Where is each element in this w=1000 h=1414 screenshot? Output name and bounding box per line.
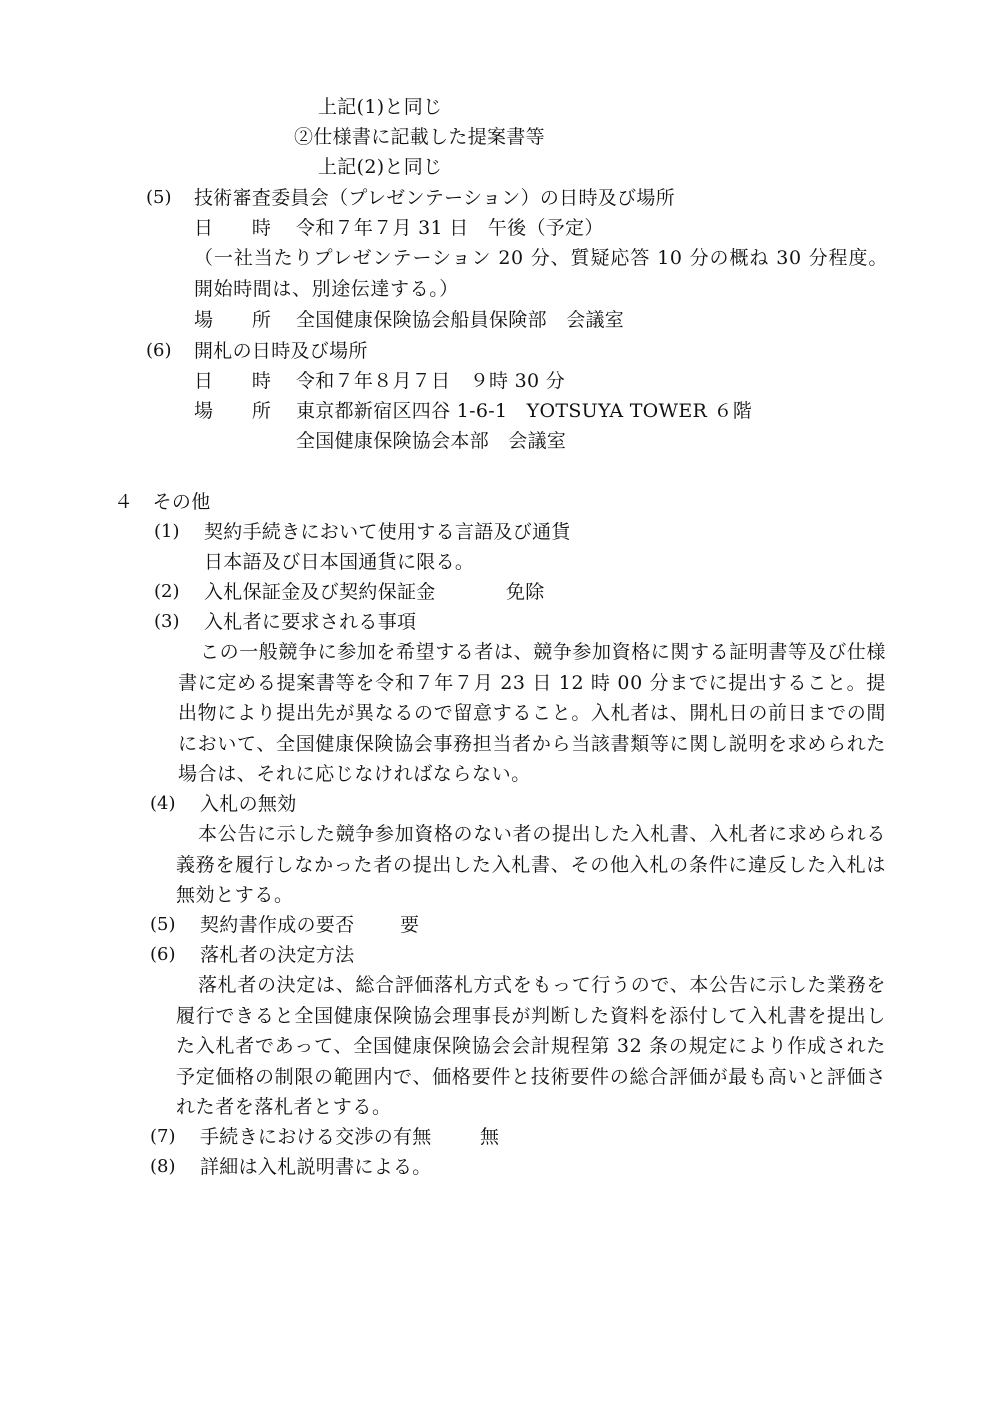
item-title: 契約書作成の要否 (200, 914, 355, 936)
proposal-docs-item: ②仕様書に記載した提案書等 (294, 126, 545, 148)
place-value-line2: 全国健康保険協会本部 会議室 (296, 430, 567, 452)
same-as-2-text: 上記(2)と同じ (318, 156, 443, 178)
presentation-note: （一社当たりプレゼンテーション 20 分、質疑応答 10 分の概ね 30 分程度。開始時間は、別途伝達する。） (194, 247, 888, 300)
item-title: 詳細は入札説明書による。 (200, 1156, 432, 1178)
date-value: 令和７年８月７日 ９時 30 分 (296, 370, 566, 392)
item-number: (6) (146, 340, 172, 361)
item-title: 入札保証金及び契約保証金 (204, 581, 436, 603)
item-body: 日本語及び日本国通貨に限る。 (204, 551, 475, 573)
place-value: 全国健康保険協会船員保険部 会議室 (296, 309, 625, 331)
item-body: 落札者の決定は、総合評価落札方式をもって行うので、本公告に示した業務を履行できると全国健康保険協会理事長が判断した資料を添付して入札書を提出した入札者であって、全国健康保険協会会計規程第 32 条の規定により作成された予定価格の制限の範囲内で、価格要件と技術要件の総合評価が最も高いと評価された者を落札者とする。 (176, 974, 886, 1118)
item-number: (6) (150, 944, 176, 965)
item-number: (5) (150, 914, 176, 935)
item-number: (8) (150, 1156, 176, 1177)
section-title: 技術審査委員会（プレゼンテーション）の日時及び場所 (194, 187, 675, 209)
item-number: (3) (154, 611, 180, 632)
place-label: 場 所 (194, 309, 272, 331)
item-title: 入札者に要求される事項 (204, 611, 417, 633)
item-number: (5) (146, 187, 172, 208)
item-title: 手続きにおける交渉の有無 (200, 1126, 432, 1148)
section-heading: ４ その他 (114, 491, 211, 513)
item-number: (4) (150, 793, 176, 814)
place-value: 東京都新宿区四谷 1-6-1 YOTSUYA TOWER ６階 (296, 400, 753, 422)
section-title: 開札の日時及び場所 (194, 340, 368, 362)
item-value: 要 (400, 914, 420, 936)
item-body: 本公告に示した競争参加資格のない者の提出した入札書、入札者に求められる義務を履行しなかった者の提出した入札書、その他入札の条件に違反した入札は無効とする。 (176, 823, 886, 906)
item-number: (2) (154, 581, 180, 602)
item-value: 免除 (506, 581, 545, 603)
item-number: (7) (150, 1126, 176, 1147)
item-number: (1) (154, 521, 180, 542)
date-label: 日 時 (194, 370, 272, 392)
item-title: 入札の無効 (200, 793, 297, 815)
date-value: 令和７年７月 31 日 午後（予定） (296, 217, 604, 239)
item-title: 契約手続きにおいて使用する言語及び通貨 (204, 521, 571, 543)
item-value: 無 (480, 1126, 500, 1148)
item-title: 落札者の決定方法 (200, 944, 355, 966)
place-label: 場 所 (194, 400, 272, 422)
same-as-1-text: 上記(1)と同じ (318, 96, 443, 118)
date-label: 日 時 (194, 217, 272, 239)
item-body: この一般競争に参加を希望する者は、競争参加資格に関する証明書等及び仕様書に定める提案書等を令和７年７月 23 日 12 時 00 分までに提出すること。提出物により提出先が異なるので留意すること。入札者は、開札日の前日までの間において、全国健康保険協会事務担当者から当該書類等に関し説明を求められた場合は、それに応じなければならない。 (178, 641, 887, 785)
